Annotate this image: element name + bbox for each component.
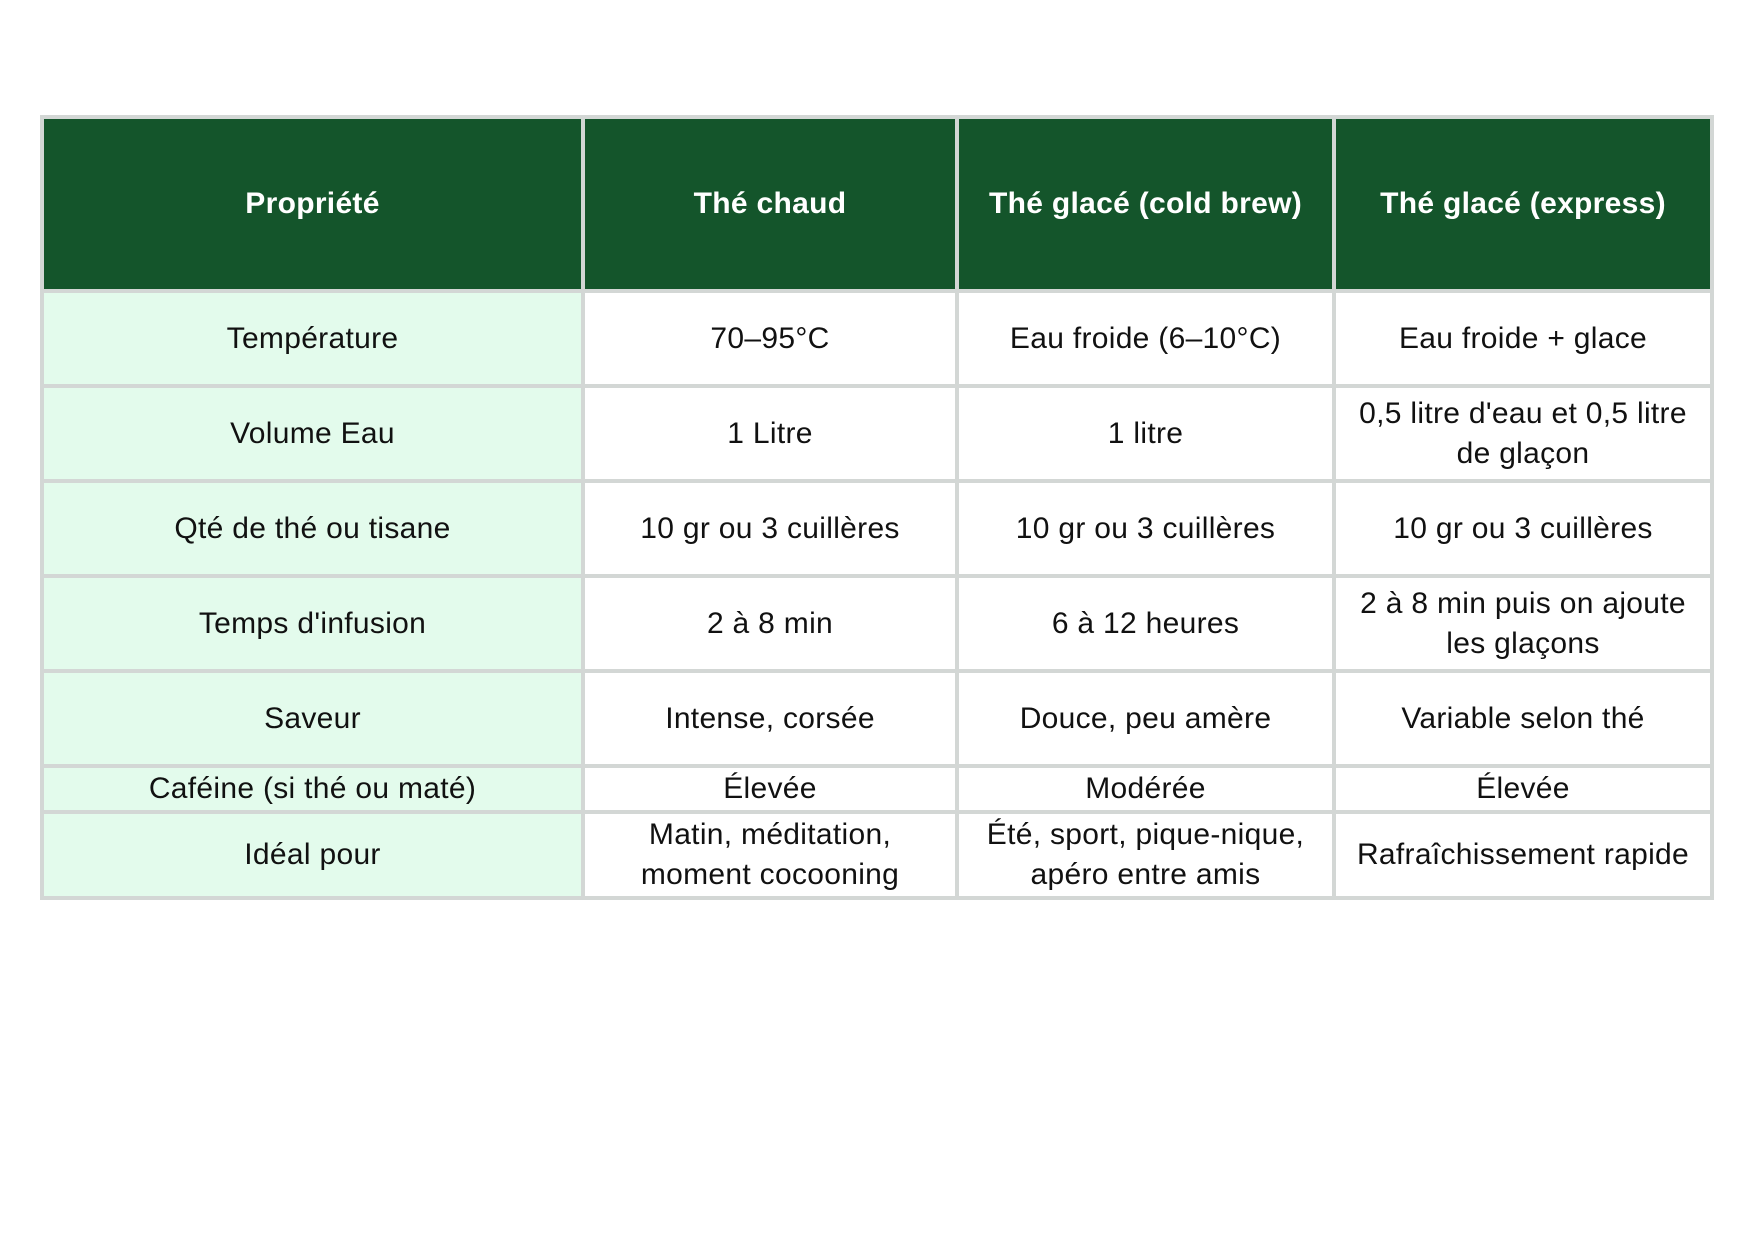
table-row (42, 671, 1712, 766)
table-row (42, 766, 1712, 812)
value-cell: Matin, méditation, moment cocooning (583, 812, 957, 898)
value-cell: 10 gr ou 3 cuillères (957, 481, 1334, 576)
table-row (42, 291, 1712, 386)
value-cell: 10 gr ou 3 cuillères (1334, 481, 1712, 576)
value-cell: 10 gr ou 3 cuillères (583, 481, 957, 576)
property-cell: Idéal pour (42, 812, 583, 898)
table-row (42, 386, 1712, 481)
value-cell: Élevée (1334, 766, 1712, 812)
value-cell: 6 à 12 heures (957, 576, 1334, 671)
table-row (42, 576, 1712, 671)
value-cell: 70–95°C (583, 291, 957, 386)
property-cell: Température (42, 291, 583, 386)
property-cell: Temps d'infusion (42, 576, 583, 671)
property-cell: Caféine (si thé ou maté) (42, 766, 583, 812)
property-cell: Volume Eau (42, 386, 583, 481)
header-row (42, 117, 1712, 291)
table-body (42, 291, 1712, 898)
value-cell: Variable selon thé (1334, 671, 1712, 766)
value-cell: 1 litre (957, 386, 1334, 481)
value-cell: 2 à 8 min puis on ajoute les glaçons (1334, 576, 1712, 671)
value-cell: Été, sport, pique-nique, apéro entre amis (957, 812, 1334, 898)
property-cell: Saveur (42, 671, 583, 766)
value-cell: Douce, peu amère (957, 671, 1334, 766)
tea-comparison-table-container (40, 115, 1710, 900)
table-row (42, 481, 1712, 576)
header-cell-property: Propriété (42, 117, 583, 291)
property-cell: Qté de thé ou tisane (42, 481, 583, 576)
value-cell: Modérée (957, 766, 1334, 812)
value-cell: 1 Litre (583, 386, 957, 481)
value-cell: 2 à 8 min (583, 576, 957, 671)
header-cell-iced-express: Thé glacé (express) (1334, 117, 1712, 291)
header-cell-hot-tea: Thé chaud (583, 117, 957, 291)
table-row (42, 812, 1712, 898)
value-cell: Rafraîchissement rapide (1334, 812, 1712, 898)
tea-comparison-table (40, 115, 1714, 900)
header-cell-cold-brew: Thé glacé (cold brew) (957, 117, 1334, 291)
value-cell: Eau froide + glace (1334, 291, 1712, 386)
value-cell: Eau froide (6–10°C) (957, 291, 1334, 386)
value-cell: Élevée (583, 766, 957, 812)
table-header (42, 117, 1712, 291)
value-cell: 0,5 litre d'eau et 0,5 litre de glaçon (1334, 386, 1712, 481)
value-cell: Intense, corsée (583, 671, 957, 766)
